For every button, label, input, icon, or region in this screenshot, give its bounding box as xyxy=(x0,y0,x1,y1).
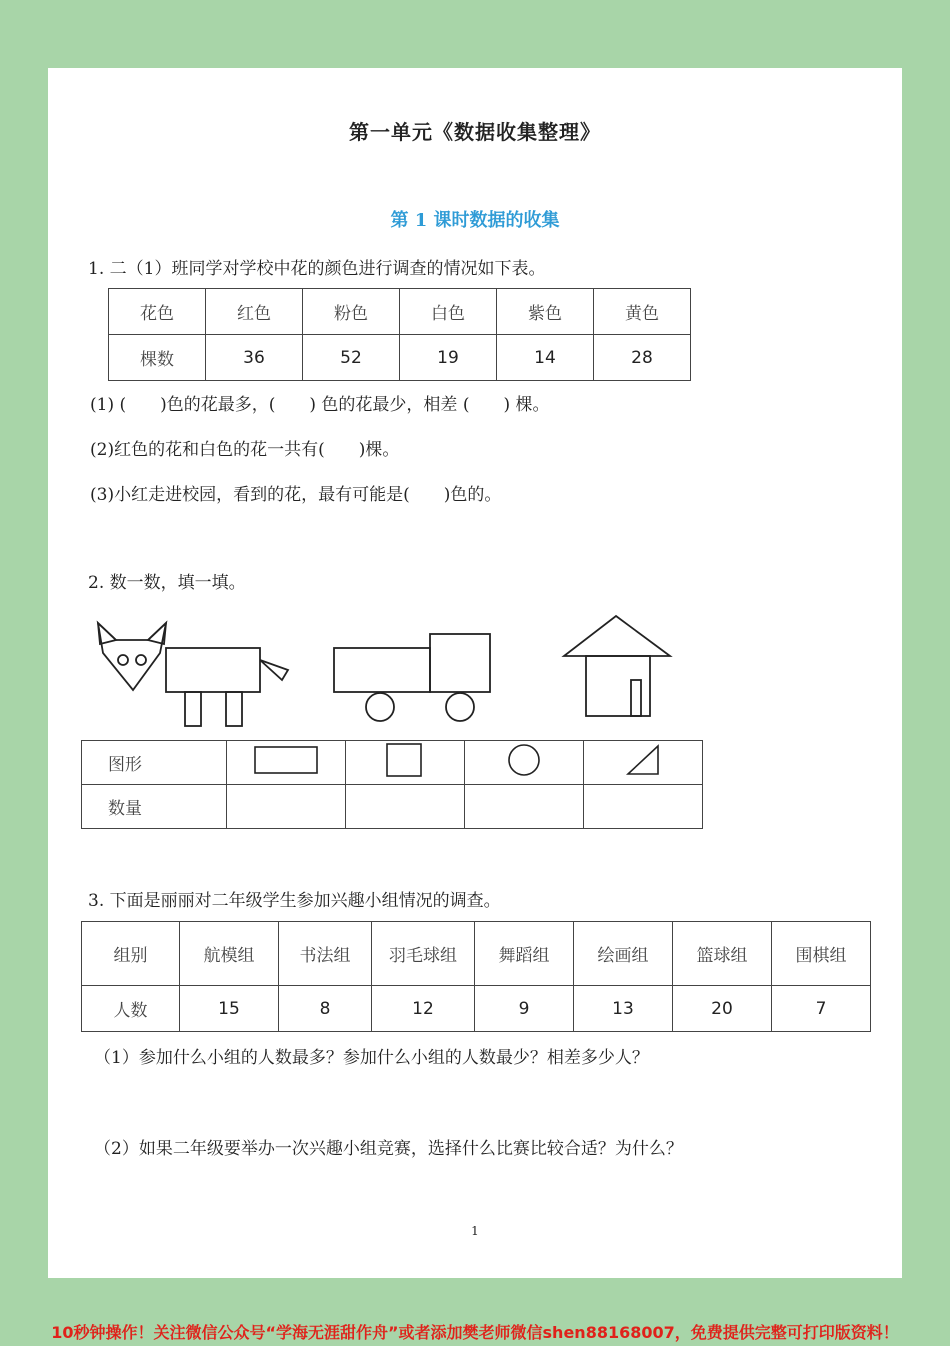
q2-shape-cell xyxy=(346,741,465,785)
q2-answer-cell[interactable] xyxy=(465,785,584,829)
q1-value-cell: 28 xyxy=(594,335,691,381)
q1-sub1: (1) ( )色的花最多，( ) 色的花最少，相差 ( ) 棵。 xyxy=(90,395,550,415)
q2-shape-cell xyxy=(227,741,346,785)
q3-header-cell: 书法组 xyxy=(279,922,372,986)
q1-header-cell: 花色 xyxy=(109,289,206,335)
q3-header-cell: 组别 xyxy=(82,922,180,986)
q3-sub1: （1）参加什么小组的人数最多？参加什么小组的人数最少？相差多少人？ xyxy=(94,1048,649,1068)
q3-value-cell: 20 xyxy=(673,986,772,1032)
house-figure xyxy=(564,616,670,716)
q3-value-cell: 15 xyxy=(180,986,279,1032)
worksheet-page xyxy=(48,68,902,1278)
q1-header-cell: 粉色 xyxy=(303,289,400,335)
page-number: 1 xyxy=(471,1224,479,1238)
q3-header-cell: 航模组 xyxy=(180,922,279,986)
lesson-subtitle: 第 1 课时数据的收集 xyxy=(390,210,560,231)
q1-header-cell: 白色 xyxy=(400,289,497,335)
q1-sub3: (3)小红走进校园，看到的花，最有可能是( )色的。 xyxy=(90,485,502,505)
q3-header-cell: 篮球组 xyxy=(673,922,772,986)
q2-stem: 2. 数一数，填一填。 xyxy=(88,573,246,593)
animal-figure xyxy=(98,623,288,726)
q3-value-cell: 12 xyxy=(372,986,475,1032)
promo-banner: 10秒钟操作！关注微信公众号“学海无涯甜作舟”或者添加樊老师微信shen88168007，免费提供完整可打印版资料！ xyxy=(51,1323,899,1342)
q1-value-cell: 52 xyxy=(303,335,400,381)
q1-stem: 1. 二（1）班同学对学校中花的颜色进行调查的情况如下表。 xyxy=(88,259,546,279)
square-icon xyxy=(385,742,425,778)
q3-table xyxy=(81,921,871,1032)
q3-header-cell: 舞蹈组 xyxy=(475,922,574,986)
q1-value-cell: 36 xyxy=(206,335,303,381)
q2-table xyxy=(81,740,703,829)
q3-value-cell: 人数 xyxy=(82,986,180,1032)
q2-answer-cell[interactable] xyxy=(584,785,703,829)
q2-shape-cell xyxy=(465,741,584,785)
q1-header-cell: 红色 xyxy=(206,289,303,335)
q2-answer-cell[interactable] xyxy=(346,785,465,829)
truck-figure xyxy=(334,634,490,721)
q2-shape-cell xyxy=(584,741,703,785)
q1-value-cell: 棵数 xyxy=(109,335,206,381)
circle-icon xyxy=(506,742,542,778)
q3-header-cell: 围棋组 xyxy=(772,922,871,986)
q2-row-label: 数量 xyxy=(82,785,227,829)
q3-header-cell: 绘画组 xyxy=(574,922,673,986)
q1-sub2: (2)红色的花和白色的花一共有( )棵。 xyxy=(90,440,400,460)
q3-value-cell: 9 xyxy=(475,986,574,1032)
triangle-icon xyxy=(625,744,661,776)
rectangle-icon xyxy=(253,744,319,776)
q3-value-cell: 7 xyxy=(772,986,871,1032)
page-title: 第一单元《数据收集整理》 xyxy=(349,120,601,144)
q1-header-cell: 黄色 xyxy=(594,289,691,335)
q3-sub2: （2）如果二年级要举办一次兴趣小组竞赛，选择什么比赛比较合适？为什么？ xyxy=(94,1139,683,1159)
q1-header-cell: 紫色 xyxy=(497,289,594,335)
q3-header-cell: 羽毛球组 xyxy=(372,922,475,986)
q2-answer-cell[interactable] xyxy=(227,785,346,829)
q1-value-cell: 19 xyxy=(400,335,497,381)
q2-row-label: 图形 xyxy=(82,741,227,785)
shape-figures xyxy=(48,68,902,748)
q3-stem: 3. 下面是丽丽对二年级学生参加兴趣小组情况的调查。 xyxy=(88,891,501,911)
q3-value-cell: 8 xyxy=(279,986,372,1032)
q1-value-cell: 14 xyxy=(497,335,594,381)
q3-value-cell: 13 xyxy=(574,986,673,1032)
